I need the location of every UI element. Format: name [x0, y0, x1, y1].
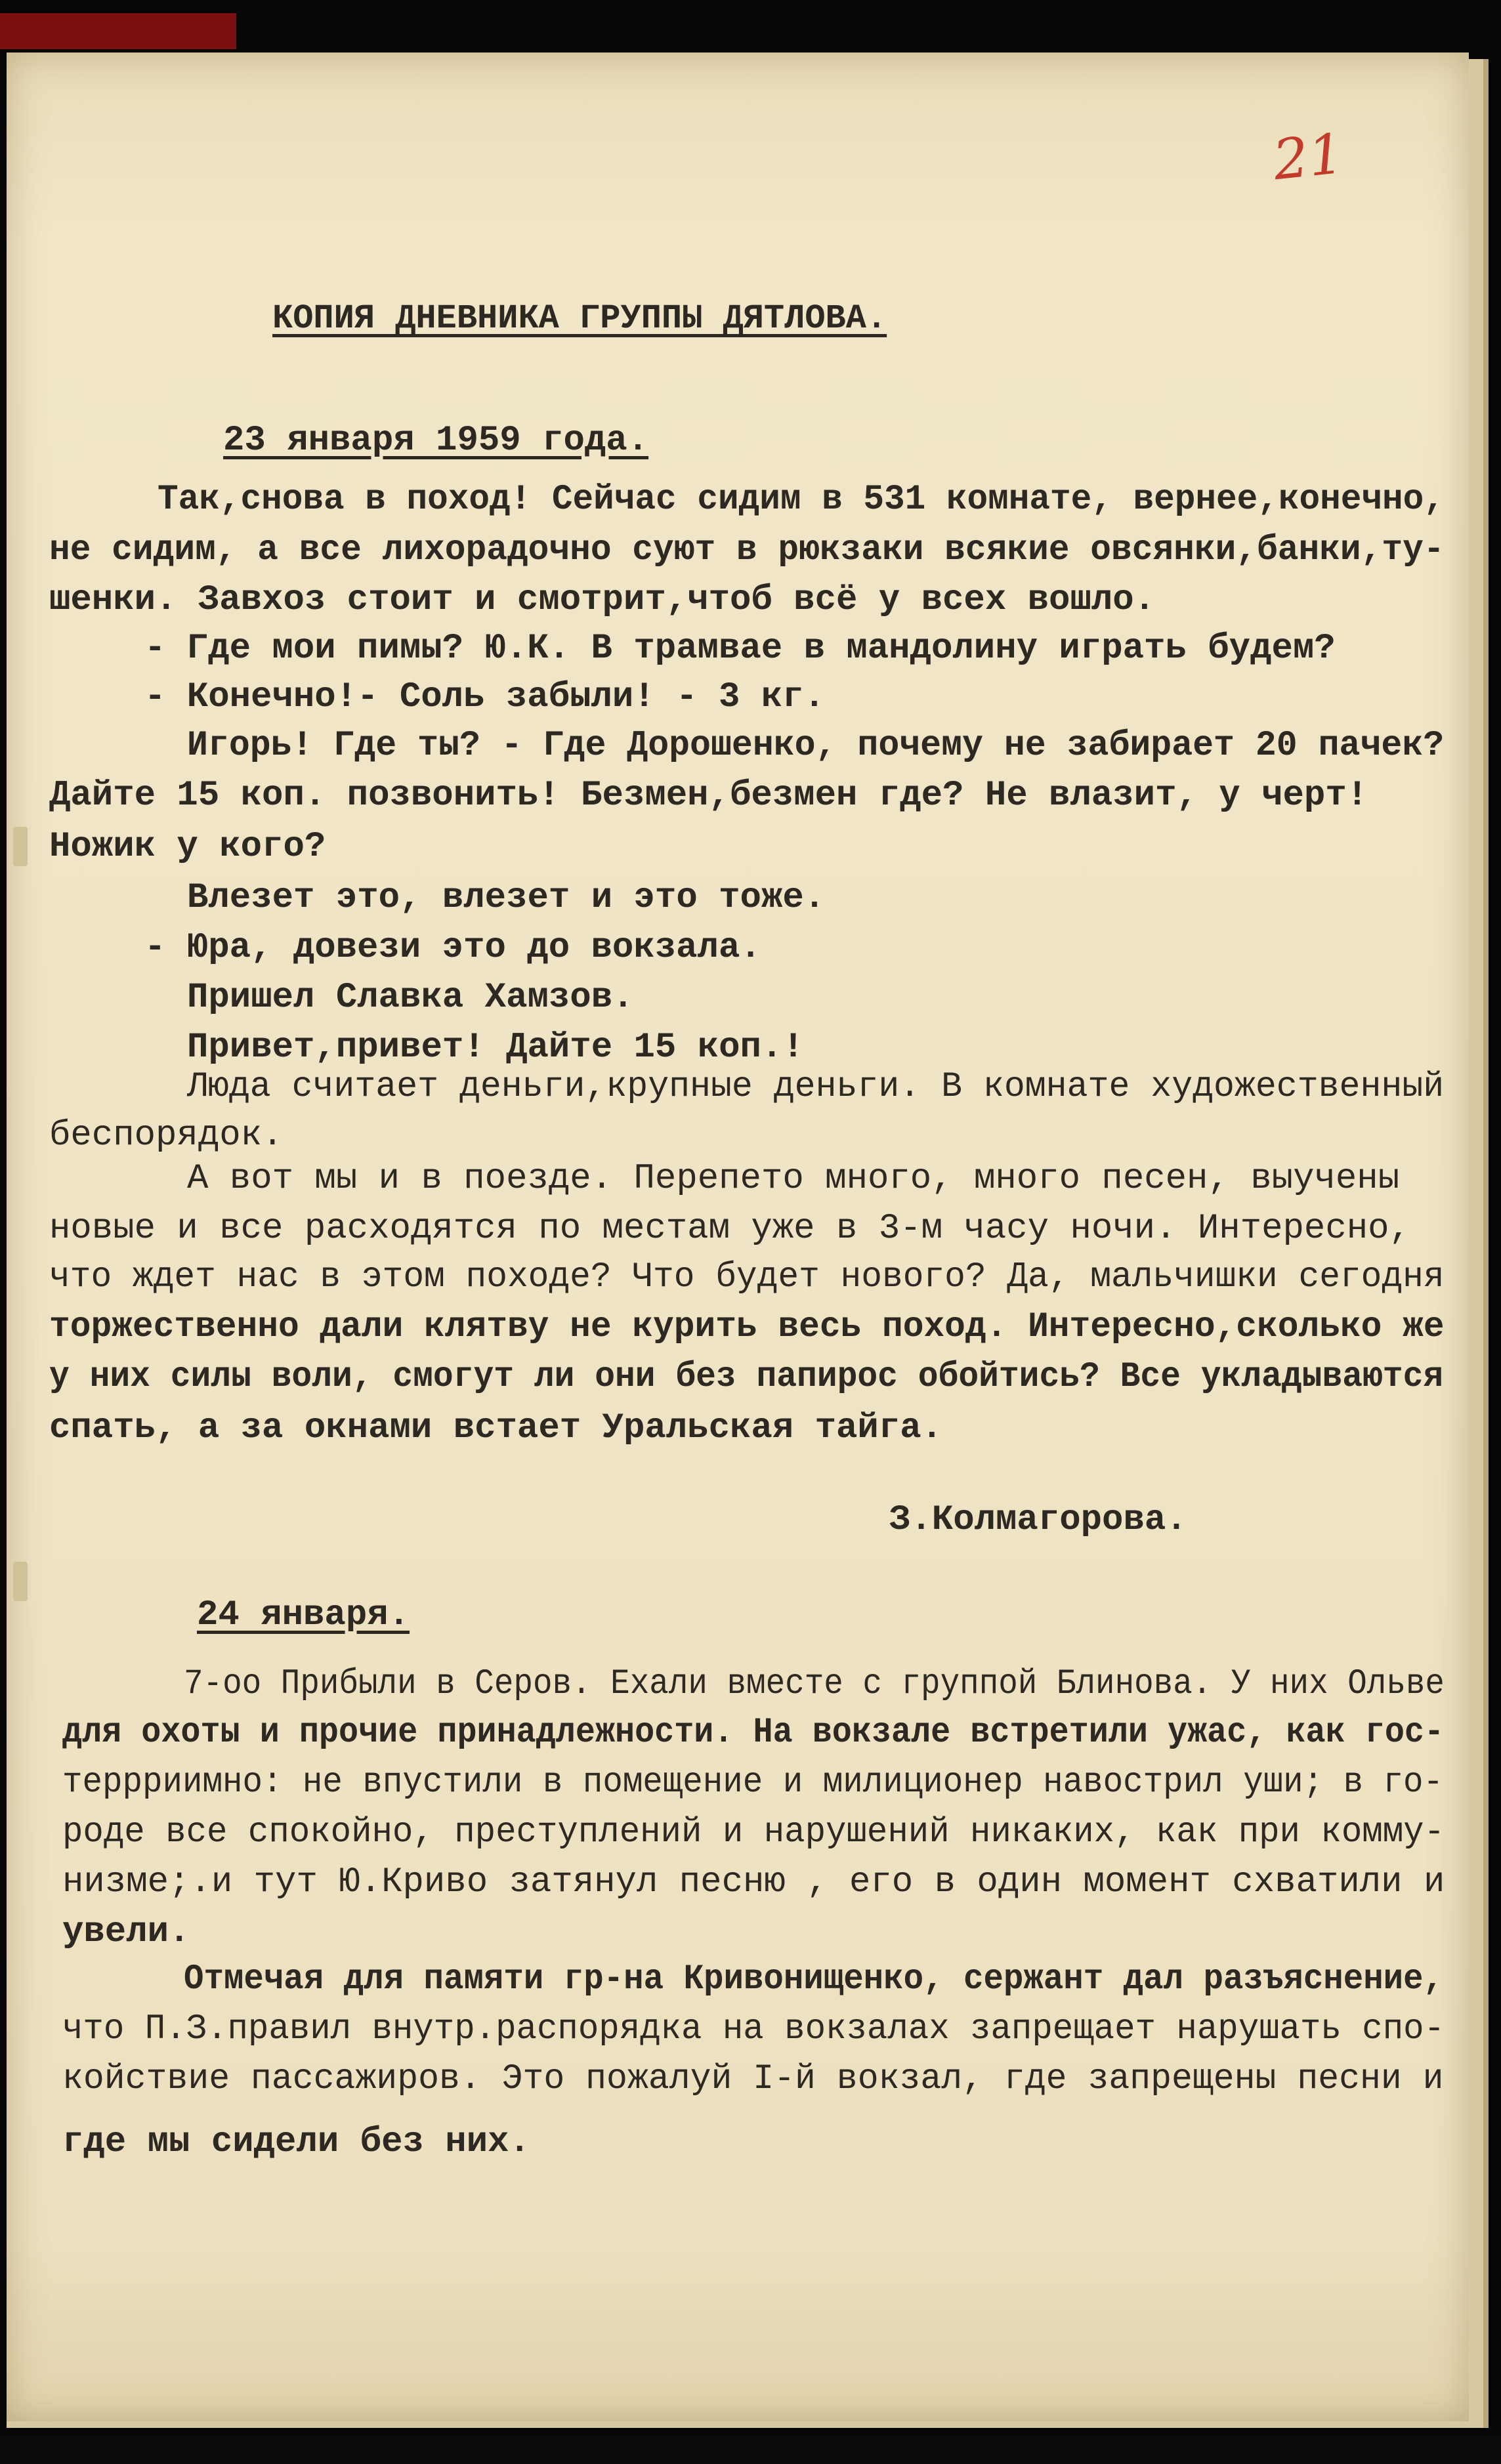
entry-line: беспорядок. — [49, 1116, 284, 1156]
entry-date: 24 января. — [197, 1595, 410, 1635]
entry-line: не сидим, а все лихорадочно суют в рюкзаки всякие овсянки,банки,ту- — [49, 530, 1445, 570]
page-number: 21 — [1270, 121, 1347, 193]
entry-line: - Юра, довези это до вокзала. — [144, 928, 761, 968]
entry-line: Люда считает деньги,крупные деньги. В комнате художественный — [187, 1067, 1445, 1107]
entry-line: Дайте 15 коп. позвонить! Безмен,безмен где? Не влазит, у черт! — [49, 776, 1368, 816]
entry-line: что ждет нас в этом походе? Что будет нового? Да, мальчишки сегодня — [49, 1257, 1445, 1297]
entry-line: Пришел Славка Хамзов. — [187, 978, 634, 1018]
document-title: КОПИЯ ДНЕВНИКА ГРУППЫ ДЯТЛОВА. — [272, 299, 887, 338]
entry-line: Так,снова в поход! Сейчас сидим в 531 комнате, вернее,конечно, — [158, 480, 1445, 520]
entry-line: для охоты и прочие принадлежности. На вокзале встретили ужас, как гос- — [62, 1713, 1445, 1753]
entry-line: торжественно дали клятву не курить весь поход. Интересно,сколько же — [49, 1307, 1445, 1347]
entry-line: 7-оо Прибыли в Серов. Ехали вместе с группой Блинова. У них Ольве — [184, 1664, 1445, 1704]
entry-line: увели. — [62, 1912, 190, 1952]
entry-line: койствие пассажиров. Это пожалуй I-й вокзал, где запрещены песни и — [62, 2059, 1444, 2099]
entry-line: А вот мы и в поезде. Перепето много, много песен, выучены — [187, 1159, 1400, 1199]
entry-line: террриимно: не впустили в помещение и милиционер навострил уши; в го- — [62, 1763, 1444, 1803]
entry-line: Игорь! Где ты? - Где Дорошенко, почему не забирает 20 пачек? — [187, 726, 1445, 766]
entry-line: где мы сидели без них. — [62, 2122, 530, 2162]
entry-line: Влезет это, влезет и это тоже. — [187, 878, 826, 918]
entry-line: роде все спокойно, преступлений и нарушений никаких, как при комму- — [62, 1812, 1445, 1852]
entry-line: - Где мои пимы? Ю.К. В трамвае в мандолину играть будем? — [144, 629, 1336, 669]
entry-line: Ножик у кого? — [49, 827, 326, 867]
entry-date: 23 января 1959 года. — [223, 421, 649, 461]
entry-line: что П.З.правил внутр.распорядка на вокзалах запрещает нарушать спо- — [62, 2009, 1445, 2049]
binding-hole — [13, 1562, 28, 1601]
entry-line: Отмечая для памяти гр-на Кривонищенко, сержант дал разъяснение, — [184, 1959, 1444, 1999]
binding-hole — [13, 827, 28, 866]
entry-line: у них силы воли, смогут ли они без папирос обойтись? Все укладываются — [49, 1357, 1444, 1397]
entry-line: - Конечно!- Соль забыли! - 3 кг. — [144, 677, 825, 717]
entry-line: Привет,привет! Дайте 15 коп.! — [187, 1028, 804, 1068]
scan-bottom-edge — [0, 2436, 1501, 2464]
entry-line: шенки. Завхоз стоит и смотрит,чтоб всё у всех вошло. — [49, 580, 1156, 620]
entry-line: новые и все расходятся по местам уже в 3-м часу ночи. Интересно, — [49, 1209, 1410, 1249]
signature: З.Колмагорова. — [889, 1500, 1187, 1540]
entry-line: спать, а за окнами встает Уральская тайга. — [49, 1408, 943, 1448]
archive-tab-marker — [0, 13, 236, 49]
entry-line: низме;.и тут Ю.Криво затянул песню , его в один момент схватили и — [62, 1862, 1445, 1902]
